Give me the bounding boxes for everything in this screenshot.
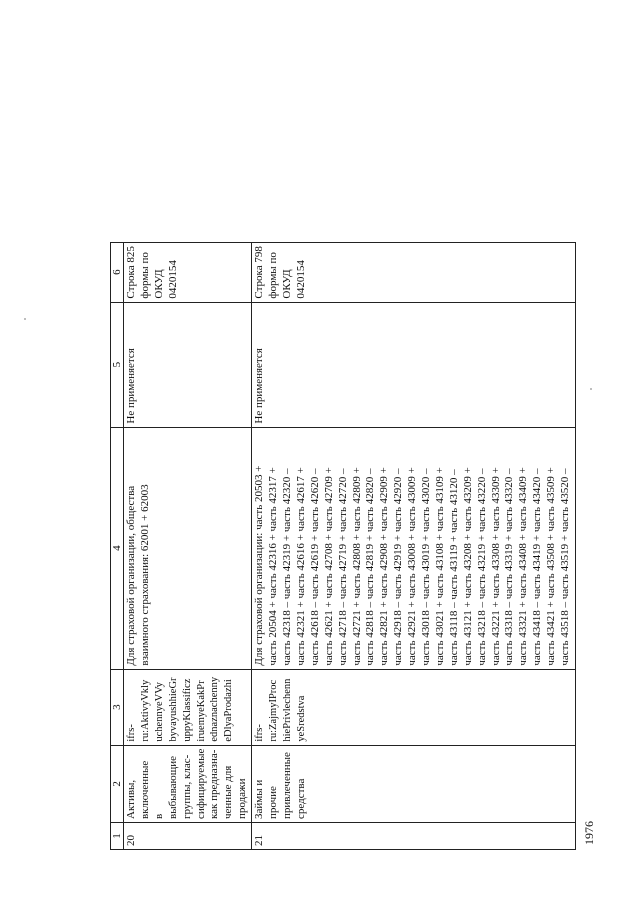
header-cell: 5 <box>111 302 124 427</box>
text-line: привлеченные <box>280 752 293 819</box>
text-line: включенные <box>138 760 151 819</box>
text-line: часть 42818 – часть 42819 + часть 42820 – <box>364 468 377 666</box>
text-line: часть 43421 + часть 43508 + часть 43509 + <box>545 467 558 666</box>
text-line: взаимного страхования: 62001 + 62003 <box>138 484 151 666</box>
text-line: часть 43518 – часть 43519 + часть 43520 – <box>559 468 572 666</box>
header-row <box>111 242 124 849</box>
item-name <box>124 745 252 822</box>
text-line: ifrs- <box>126 724 137 742</box>
text-line: Для страховой организации, общества <box>125 485 137 666</box>
text-line: yeSredstva <box>295 695 307 742</box>
text-line: часть 42721 + часть 42808 + часть 42809 + <box>350 467 363 666</box>
ifrs-code <box>252 669 576 745</box>
text-line: eDlyaProdazhi <box>223 679 235 742</box>
table-row <box>124 242 252 849</box>
text-line: ОКУД <box>152 269 165 299</box>
text-line: формы по <box>138 252 151 299</box>
row-number: 21 <box>252 823 576 850</box>
scan-speck <box>24 318 26 320</box>
column-5-value: Не применяется <box>124 302 252 427</box>
text-line: формы по <box>267 252 280 299</box>
text-line: uchennyeVVy <box>153 682 165 742</box>
text-line: часть 42921 + часть 43008 + часть 43009 + <box>406 467 419 666</box>
text-line: Активы, <box>125 779 137 819</box>
row-number: 20 <box>124 823 252 850</box>
header-cell: 4 <box>111 427 124 669</box>
text-line: 0420154 <box>294 260 307 299</box>
text-line: ednaznachenny <box>209 676 221 742</box>
text-line: часть 42718 – часть 42719 + часть 42720 – <box>336 468 349 666</box>
text-line: группы, клас- <box>180 754 193 819</box>
text-line: в выбывающие <box>152 756 179 819</box>
account-description <box>252 427 576 669</box>
text-line: Строка 825 <box>125 246 137 299</box>
text-line: ченные для <box>222 765 235 819</box>
text-line: прочие <box>267 786 280 819</box>
text-line: Для страховой организации: часть 20503 + <box>253 465 266 666</box>
text-line: часть 43321 + часть 43408 + часть 43409 + <box>517 467 530 666</box>
header-cell: 1 <box>111 823 124 850</box>
text-line: Строка 798 <box>253 246 266 299</box>
table-row <box>252 242 576 849</box>
text-line: hiePrivlechenn <box>281 678 293 742</box>
header-cell: 2 <box>111 745 124 822</box>
text-line: uppyKlassificz <box>181 678 193 742</box>
text-line: часть 42318 – часть 42319 + часть 42320 – <box>280 468 293 666</box>
text-line: часть 42821 + часть 42908 + часть 42909 + <box>378 467 391 666</box>
text-line: ОКУД <box>280 269 293 299</box>
text-line: часть 42618 – часть 42619 + часть 42620 – <box>308 468 321 666</box>
text-line: часть 42321 + часть 42616 + часть 42617 + <box>294 467 307 666</box>
text-line: часть 43218 – часть 43219 + часть 43220 – <box>475 468 488 666</box>
text-line: 0420154 <box>166 260 179 299</box>
text-line: часть 43021 + часть 43108 + часть 43109 + <box>433 467 446 666</box>
text-line: часть 43018 – часть 43019 + часть 43020 – <box>420 468 433 666</box>
item-name <box>252 745 576 822</box>
text-line: продажи <box>236 778 249 819</box>
text-line: ifrs- <box>254 724 266 742</box>
text-line: часть 42621 + часть 42708 + часть 42709 + <box>322 467 335 666</box>
text-line: Займы и <box>253 779 266 819</box>
page-number: 1976 <box>582 821 596 845</box>
text-line: часть 43221 + часть 43308 + часть 43309 + <box>489 467 502 666</box>
scan-speck <box>590 388 592 390</box>
form-reference <box>252 242 576 302</box>
accounts-table <box>110 242 576 850</box>
text-line: часть 43118 – часть 43119 + часть 43120 – <box>447 469 460 666</box>
text-line: сифицируемые <box>194 748 207 819</box>
text-line: часть 43418 – часть 43419 + часть 43420 – <box>531 468 544 666</box>
text-line: часть 43318 – часть 43319 + часть 43320 – <box>503 468 516 666</box>
ifrs-code <box>124 669 252 745</box>
column-5-value: Не применяется <box>252 302 576 427</box>
text-line: часть 42918 – часть 42919 + часть 42920 – <box>392 468 405 666</box>
text-line: iruemyeKakPr <box>195 680 207 742</box>
text-line: средства <box>294 778 307 819</box>
account-description <box>124 427 252 669</box>
text-line: часть 43121 + часть 43208 + часть 43209 + <box>461 467 474 666</box>
header-cell: 3 <box>111 669 124 745</box>
text-line: часть 20504 + часть 42316 + часть 42317 + <box>267 467 280 666</box>
text-line: byvayushhieGr <box>167 677 179 742</box>
text-line: ru:AktivyVkly <box>139 679 151 742</box>
header-cell: 6 <box>111 242 124 302</box>
text-line: как предназна- <box>208 749 221 819</box>
form-reference <box>124 242 252 302</box>
text-line: ru:ZajmyIProc <box>268 679 280 742</box>
